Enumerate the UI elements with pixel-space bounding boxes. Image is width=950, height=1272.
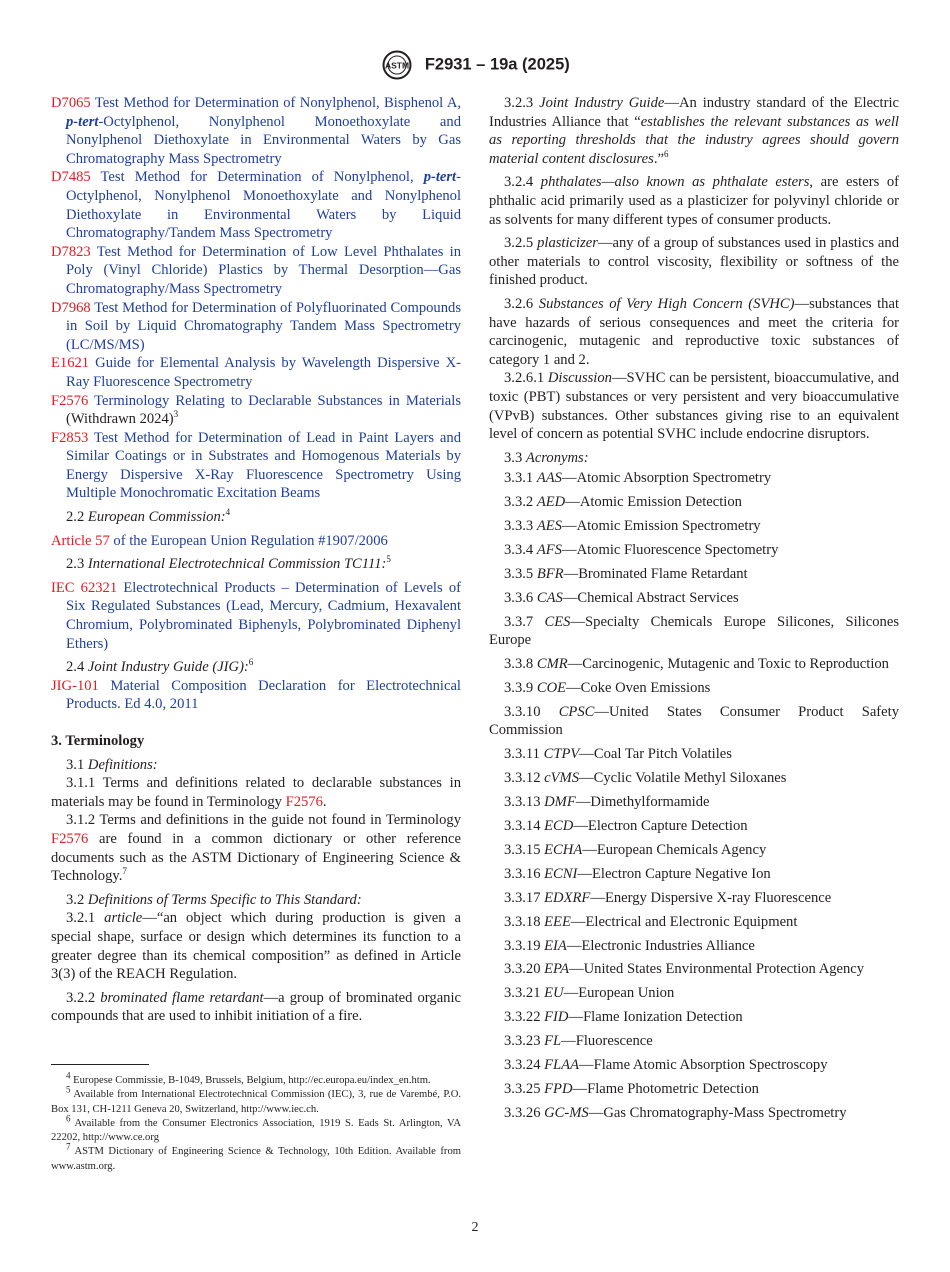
acronym-item: 3.3.9 COE—Coke Oven Emissions <box>504 680 711 696</box>
definition-svhc-discussion: 3.2.6.1 Discussion—SVHC can be persistent, bioaccumulative, and toxic (PBT) substances or very persistent and very bioaccumulative (VPvB) substances. Other substances giving rise to an equivalent level of concern as potential SVHC include endocrine disruptors. <box>489 370 899 443</box>
f2576-link[interactable]: F2576 <box>285 793 323 810</box>
acronym-item: 3.3.12 cVMS—Cyclic Volatile Methyl Siloxanes <box>504 770 787 787</box>
definition-brominated-flame-retardant: 3.2.2 brominated flame retardant—a group of brominated organic compounds that are used to inhibit initiation of a fire. <box>51 989 462 1025</box>
paragraph-3-1-2: 3.1.2 Terms and definitions in the guide not found in Terminology F2576 are found in a common dictionary or other reference documents such as the ASTM Dictionary of Engineering Science & Technology.$^7$ <box>51 812 461 885</box>
f2576-link[interactable]: F2576 <box>51 830 89 847</box>
acronym-item: 3.3.4 AFS—Atomic Fluorescence Spectometry <box>504 541 779 558</box>
acronym-item: 3.3.15 ECHA—European Chemicals Agency <box>504 841 767 858</box>
footnote-4: $^4$ Europese Commissie, B-1049, Brussels, Belgium, http://ec.europa.eu/index_en.htm. <box>66 1070 431 1086</box>
section-2-2-heading: 2.2 European Commission:$^4$ <box>66 507 231 526</box>
acronym-item: 3.3.1 AAS—Atomic Absorption Spectrometry <box>504 470 772 487</box>
acronym-item: 3.3.8 CMR—Carcinogenic, Mutagenic and Toxic to Reproduction <box>504 656 889 673</box>
footnotes <box>51 1070 461 1174</box>
footnote-7: $^7$ ASTM Dictionary of Engineering Science & Technology, 10th Edition. Available from www.astm.org. <box>51 1141 461 1172</box>
acronym-item: 3.3.24 FLAA—Flame Atomic Absorption Spectroscopy <box>504 1056 828 1073</box>
acronym-item: 3.3.20 EPA—United States Environmental Protection Agency <box>504 961 865 978</box>
reference-item[interactable]: F2853 Test Method for Determination of Lead in Paint Layers and Similar Coatings or in Substrates and Homogenous Materials by Energy Dispersive X-Ray Fluorescence Spectrometry Using Multiple Monochromatic Excitation Beams <box>51 429 461 502</box>
section-3-1-heading: 3.1 Definitions: <box>66 756 158 773</box>
footnote-5: $^5$ Available from International Electrotechnical Commission (IEC), 3, rue de Varembé, P.O. Box 131, CH-1211 Geneva 20, Switzerland, http://www.iec.ch. <box>51 1084 461 1115</box>
acronym-item: 3.3.23 FL—Fluorescence <box>504 1033 653 1050</box>
acronym-item: 3.3.16 ECNI—Electron Capture Negative Ion <box>504 865 771 882</box>
paragraph-3-1-1: 3.1.1 Terms and definitions related to declarable substances in materials may be found in Terminology F2576. <box>51 775 461 810</box>
section-3-title: 3. Terminology <box>51 733 145 749</box>
acronym-item: 3.3.5 BFR—Brominated Flame Retardant <box>504 565 748 582</box>
reference-item[interactable]: D7823 Test Method for Determination of Low Level Phthalates in Poly (Vinyl Chloride) Plastics by Thermal Desorption—Gas Chromatography/Mass Spectrometry <box>51 243 462 297</box>
footnote-6: $^6$ Available from the Consumer Electronics Association, 1919 S. Eads St. Arlington, VA 22202, http://www.ce.org <box>51 1113 461 1144</box>
acronym-item: 3.3.25 FPD—Flame Photometric Detection <box>504 1080 759 1097</box>
acronym-item: 3.3.22 FID—Flame Ionization Detection <box>504 1009 743 1026</box>
page-number: 2 <box>471 1220 479 1235</box>
left-column <box>51 94 461 1026</box>
standard-designation: F2931 – 19a (2025) <box>424 55 570 74</box>
section-3-3-heading: 3.3 Acronyms: <box>504 449 589 466</box>
reference-list <box>51 94 461 503</box>
reference-item-article-57[interactable]: Article 57 of the European Union Regulation #1907/2006 <box>51 532 388 549</box>
reference-item[interactable]: E1621 Guide for Elemental Analysis by Wavelength Dispersive X-Ray Fluorescence Spectrometry <box>51 355 461 390</box>
acronym-item: 3.3.17 EDXRF—Energy Dispersive X-ray Fluorescence <box>504 889 832 906</box>
reference-item[interactable]: D7065 Test Method for Determination of Nonylphenol, Bisphenol A, p-tert-Octylphenol, Nonylphenol Monoethoxylate and Nonylphenol Diethoxylate in Environmental Waters by Gas Chromatography Mass Spectrometry <box>51 95 462 167</box>
definition-joint-industry-guide: 3.2.3 Joint Industry Guide—An industry standard of the Electric Industries Alliance that “establishes the relevant substances as well as reporting thresholds that the industry agrees should govern material content disclosures.”$^6$ <box>489 95 899 167</box>
right-column <box>489 94 899 1128</box>
acronym-item: 3.3.10 CPSC—United States Consumer Product Safety Commission <box>489 703 899 739</box>
acronym-item: 3.3.26 GC-MS—Gas Chromatography-Mass Spectrometry <box>504 1104 847 1121</box>
acronym-item: 3.3.13 DMF—Dimethylformamide <box>504 794 710 811</box>
acronym-item: 3.3.14 ECD—Electron Capture Detection <box>504 818 748 835</box>
reference-item[interactable]: D7485 Test Method for Determination of Nonylphenol, p-tert-Octylphenol, Nonylphenol Monoethoxylate and Nonylphenol Diethoxylate in Environmental Waters by Liquid Chromatography/Tandem Mass Spectrometry <box>51 169 461 242</box>
acronym-item: 3.3.21 EU—European Union <box>504 985 675 1002</box>
svg-text:ASTM: ASTM <box>385 60 410 71</box>
page-header <box>0 50 950 80</box>
acronym-item: 3.3.7 CES—Specialty Chemicals Europe Silicones, Silicones Europe <box>489 613 899 649</box>
definition-phthalates: 3.2.4 phthalates—also known as phthalate esters, are esters of phthalic acid primarily used as a plasticizer for polyvinyl chloride or as solvents for many different types of consumer products. <box>489 174 899 228</box>
section-3-2-heading: 3.2 Definitions of Terms Specific to This Standard: <box>66 891 362 908</box>
definition-svhc: 3.2.6 Substances of Very High Concern (SVHC)—substances that have hazards of serious consequences and meet the criteria for carcinogenic, mutagenic and reproductive toxic substances of category 1 and 2. <box>489 295 899 368</box>
astm-logo-icon <box>380 50 414 80</box>
acronym-item: 3.3.2 AED—Atomic Emission Detection <box>504 494 742 511</box>
reference-item-jig-101[interactable]: JIG-101 Material Composition Declaration for Electrotechnical Products. Ed 4.0, 2011 <box>51 677 461 713</box>
reference-item-iec-62321[interactable]: IEC 62321 Electrotechnical Products – Determination of Levels of Six Regulated Substances (Lead, Mercury, Cadmium, Hexavalent Chromium, Polybrominated Biphenyls, Polybrominated Diphenyl Ethers) <box>51 579 461 652</box>
acronym-item: 3.3.11 CTPV—Coal Tar Pitch Volatiles <box>504 746 732 763</box>
footnote-divider <box>51 1064 149 1065</box>
definition-article: 3.2.1 article—“an object which during production is given a special shape, surface or design which determines its function to a greater degree than its chemical composition” as defined in Article 3(3) of the REACH Regulation. <box>51 910 461 983</box>
section-2-4-heading: 2.4 Joint Industry Guide (JIG):$^6$ <box>66 657 254 676</box>
definition-plasticizer: 3.2.5 plasticizer—any of a group of substances used in plastics and other materials to control viscosity, flexibility or softness of the finished product. <box>489 235 899 289</box>
acronym-list <box>489 469 899 1122</box>
acronym-item: 3.3.3 AES—Atomic Emission Spectrometry <box>504 518 761 535</box>
acronym-item: 3.3.18 EEE—Electrical and Electronic Equipment <box>504 913 798 930</box>
acronym-item: 3.3.6 CAS—Chemical Abstract Services <box>504 589 739 606</box>
reference-item[interactable]: F2576 Terminology Relating to Declarable Substances in Materials (Withdrawn 2024)$^3$ <box>51 392 462 428</box>
section-2-3-heading: 2.3 International Electrotechnical Commission TC111:$^5$ <box>66 554 391 573</box>
acronym-item: 3.3.19 EIA—Electronic Industries Alliance <box>504 937 755 954</box>
reference-item[interactable]: D7968 Test Method for Determination of Polyfluorinated Compounds in Soil by Liquid Chromatography Tandem Mass Spectrometry (LC/MS/MS) <box>51 299 461 353</box>
